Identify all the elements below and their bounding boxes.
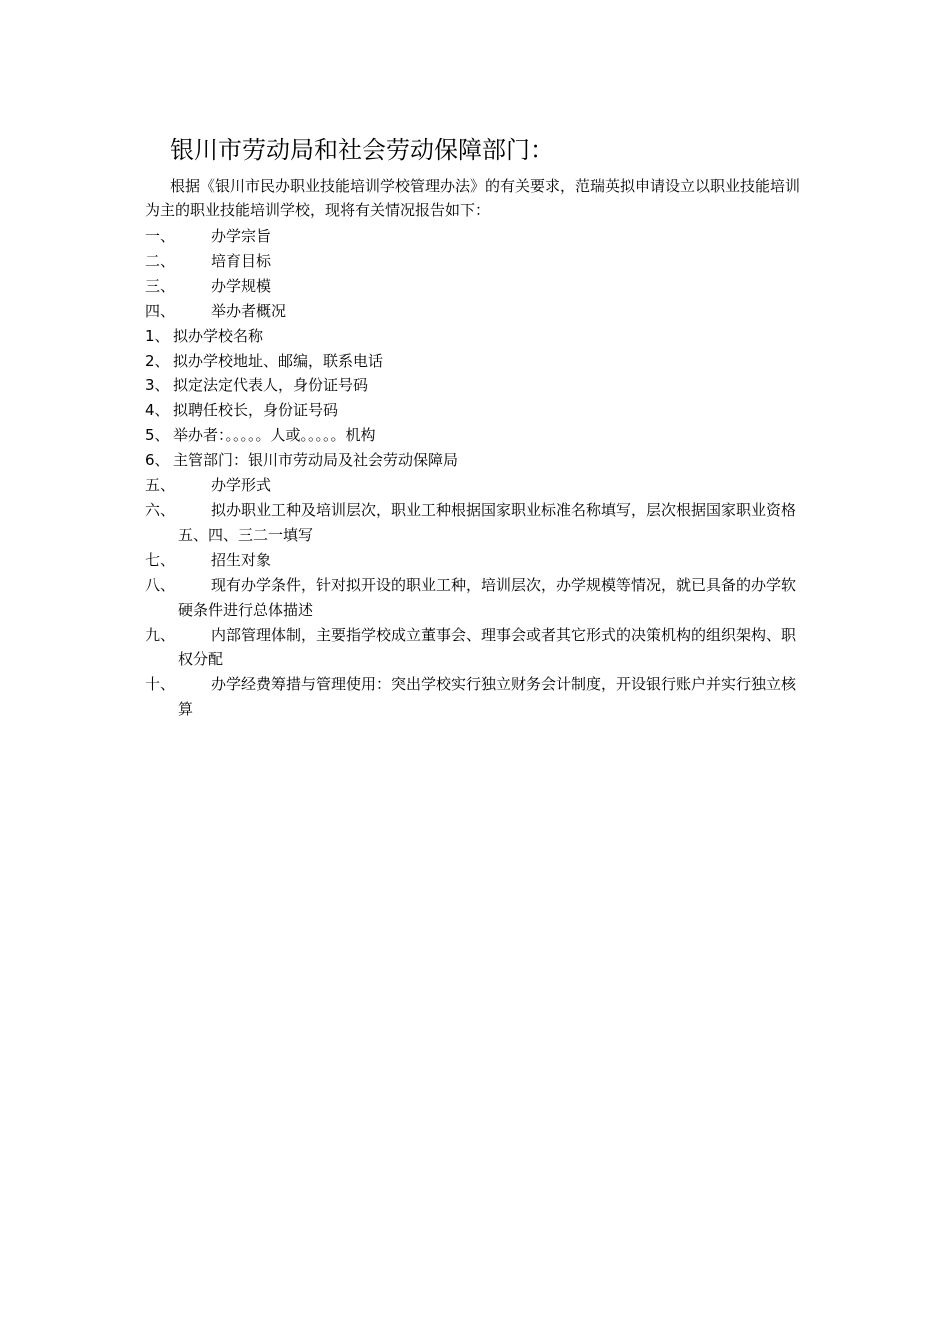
- list-item: [145, 573, 810, 623]
- list-item-text: 办学规模: [211, 276, 272, 295]
- list-item-number: 1、: [145, 326, 170, 345]
- intro-paragraph: 根据《银川市民办职业技能培训学校管理办法》的有关要求，范瑞英拟申请设立以职业技能培训为主的职业技能培训学校，现将有关情况报告如下：: [145, 177, 801, 219]
- list-item-number: 五、: [145, 476, 176, 495]
- list-item: [145, 398, 810, 423]
- list-item: [145, 274, 810, 299]
- list-item: [145, 224, 810, 249]
- list-item-number: 六、: [145, 500, 176, 519]
- document-title: 银川市劳动局和社会劳动保障部门：: [170, 136, 554, 164]
- list-item: [145, 324, 810, 349]
- list-item-text: 拟办职业工种及培训层次，职业工种根据国家职业标准名称填写，层次根据国家职业资格五、四、三二一填写: [178, 500, 797, 544]
- list-item-text: 拟办学校名称: [173, 326, 264, 345]
- list-item-text: 办学宗旨: [211, 227, 272, 245]
- list-item-number: 4、: [145, 401, 170, 420]
- list-item: [145, 373, 810, 398]
- list-item-number: 二、: [145, 251, 176, 270]
- list-item: [145, 249, 810, 274]
- list-item: [145, 548, 810, 573]
- list-item: [145, 623, 810, 673]
- list-item-number: 5、: [145, 426, 170, 445]
- list-item-number: 四、: [145, 301, 176, 320]
- list-item-text: 办学形式: [211, 476, 272, 495]
- list-item-number: 一、: [145, 227, 176, 245]
- item-list: [145, 224, 810, 722]
- list-item-text: 拟办学校地址、邮编，联系电话: [173, 351, 384, 370]
- list-item-text: 招生对象: [211, 550, 272, 569]
- list-item-text: 拟聘任校长，身份证号码: [173, 401, 339, 420]
- list-item: [145, 672, 810, 722]
- list-item-text: 拟定法定代表人，身份证号码: [173, 376, 369, 395]
- list-item-text: 举办者概况: [211, 301, 287, 320]
- list-item-text: 内部管理体制，主要指学校成立董事会、理事会或者其它形式的决策机构的组织架构、职权分配: [178, 625, 797, 669]
- list-item-text: 现有办学条件，针对拟开设的职业工种，培训层次，办学规模等情况，就已具备的办学软硬条件进行总体描述: [178, 575, 797, 619]
- list-item: [145, 473, 810, 498]
- list-item-number: 十、: [145, 675, 176, 694]
- list-item-number: 3、: [145, 376, 170, 395]
- list-item-number: 七、: [145, 550, 176, 569]
- list-item: [145, 299, 810, 324]
- list-item-text: 举办者：。。。。。人或。。。。。机构: [173, 426, 376, 445]
- list-item-text: 主管部门：银川市劳动局及社会劳动保障局: [173, 451, 459, 470]
- list-item: [145, 423, 810, 448]
- list-item-number: 九、: [145, 625, 176, 644]
- list-item: [145, 349, 810, 374]
- list-item-number: 三、: [145, 276, 176, 295]
- list-item-number: 2、: [145, 351, 170, 370]
- list-item: [145, 498, 810, 548]
- list-item: [145, 448, 810, 473]
- list-item-text: 办学经费筹措与管理使用：突出学校实行独立财务会计制度，开设银行账户并实行独立核算: [178, 675, 797, 719]
- list-item-number: 八、: [145, 575, 176, 594]
- list-item-number: 6、: [145, 451, 170, 470]
- list-item-text: 培育目标: [211, 251, 272, 270]
